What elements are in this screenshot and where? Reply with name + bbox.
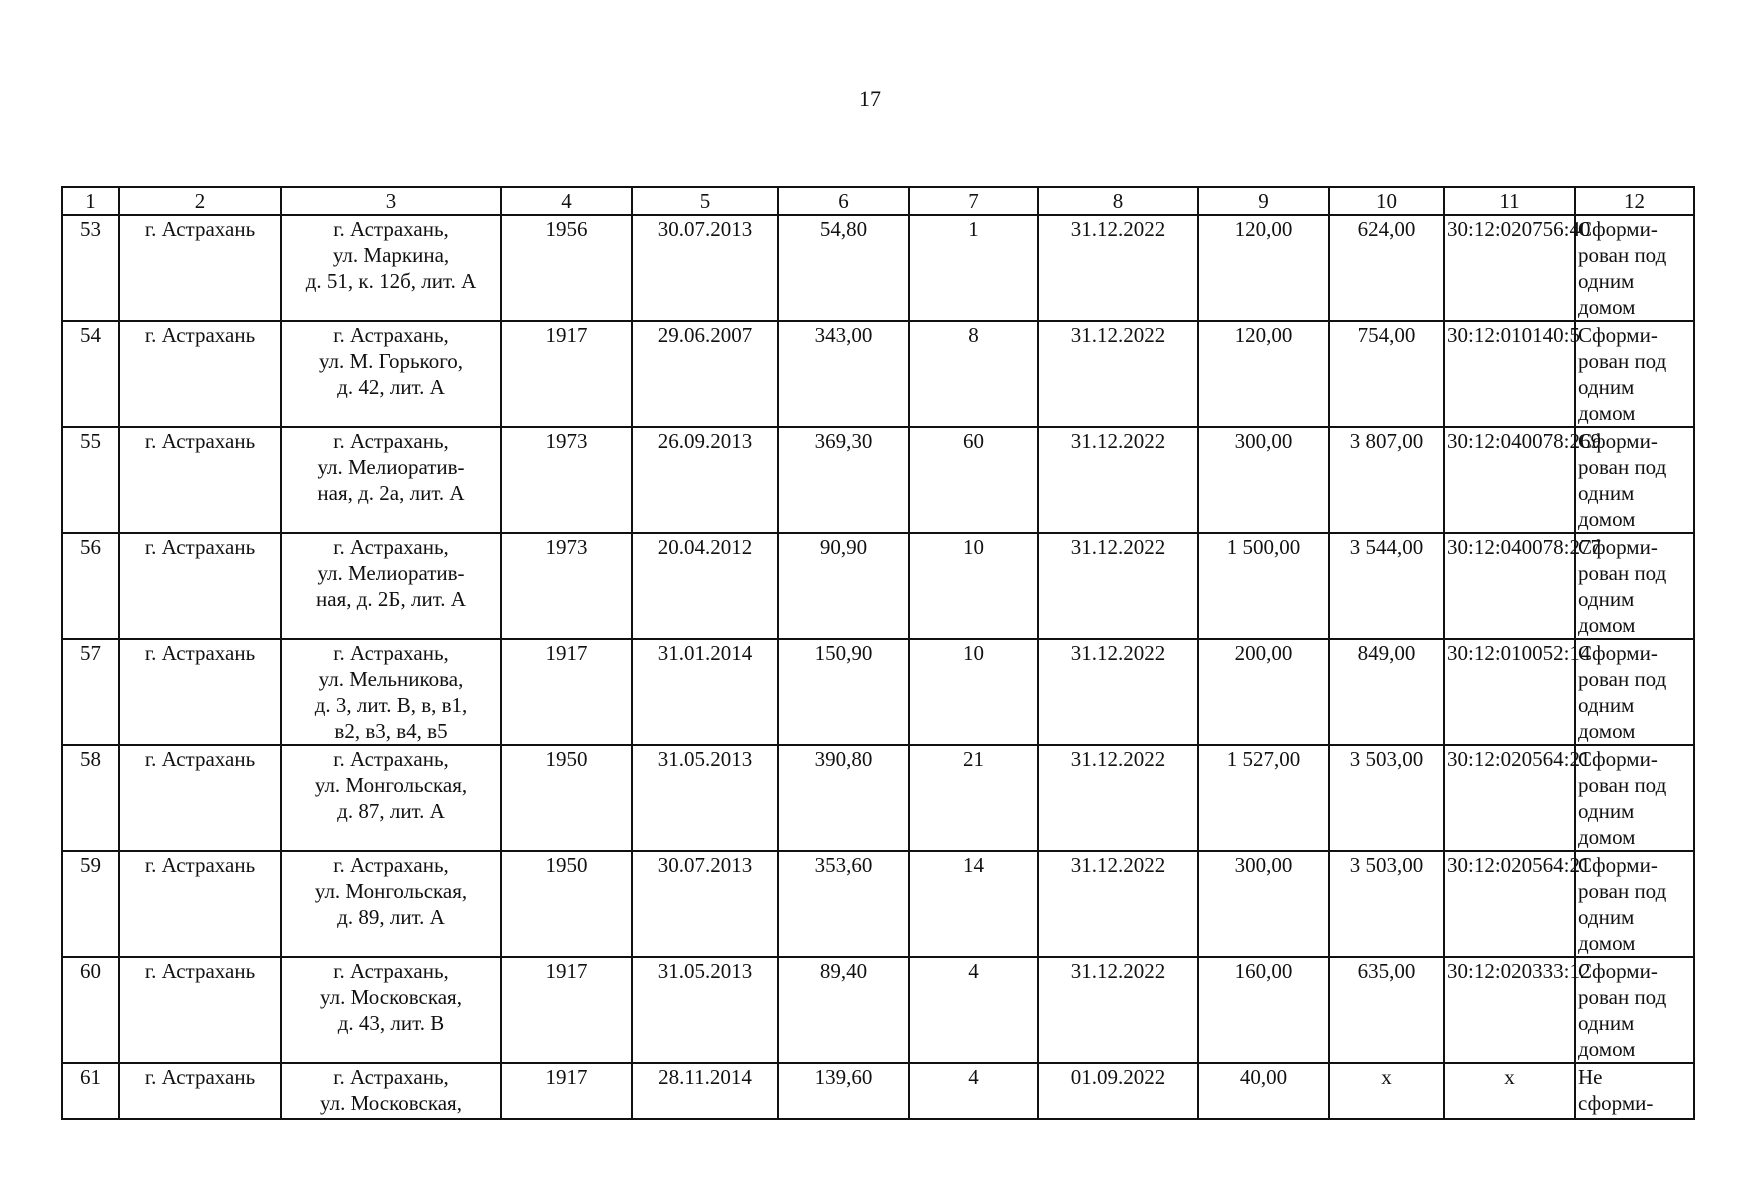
status-line: домом [1578,1037,1636,1061]
amount-cell: 849,00 [1329,639,1444,745]
area-cell: 369,30 [778,427,909,533]
amount-cell: 3 807,00 [1329,427,1444,533]
row-number-cell: 57 [62,639,119,745]
column-header: 4 [501,187,632,215]
status-cell [1575,851,1694,957]
address-cell [281,215,501,321]
date-cell: 30.07.2013 [632,851,778,957]
area-cell: 54,80 [778,215,909,321]
status-cell [1575,321,1694,427]
amount-cell: 300,00 [1198,427,1329,533]
status-line: одним [1578,481,1635,505]
year-cell: 1973 [501,427,632,533]
count-cell: 4 [909,957,1038,1063]
status-line: одним [1578,269,1635,293]
status-line: домом [1578,295,1636,319]
status-cell [1575,533,1694,639]
deadline-cell: 31.12.2022 [1038,745,1198,851]
address-line: г. Астрахань, [333,641,449,665]
address-line: г. Астрахань, [333,1065,449,1089]
amount-cell: х [1329,1063,1444,1119]
cadastral-number-cell: 30:12:020564:21 [1444,745,1575,851]
count-cell: 14 [909,851,1038,957]
cadastral-number-cell: 30:12:010140:5 [1444,321,1575,427]
row-number-cell: 61 [62,1063,119,1119]
address-line: ул. Московская, [320,1091,462,1115]
status-cell [1575,745,1694,851]
city-cell: г. Астрахань [119,639,281,745]
status-line: одним [1578,375,1635,399]
address-cell [281,1063,501,1119]
amount-cell: 120,00 [1198,215,1329,321]
date-cell: 31.01.2014 [632,639,778,745]
column-header: 9 [1198,187,1329,215]
column-header: 11 [1444,187,1575,215]
status-cell [1575,1063,1694,1119]
deadline-cell: 01.09.2022 [1038,1063,1198,1119]
status-line: Не [1578,1065,1603,1089]
column-header: 10 [1329,187,1444,215]
area-cell: 139,60 [778,1063,909,1119]
status-line: Сформи- [1578,535,1658,559]
address-line: г. Астрахань, [333,429,449,453]
column-header: 1 [62,187,119,215]
address-cell [281,533,501,639]
address-line: г. Астрахань, [333,535,449,559]
date-cell: 26.09.2013 [632,427,778,533]
table-row [62,427,1694,533]
table-row [62,321,1694,427]
address-line: д. 42, лит. А [337,375,445,399]
status-line: рован под [1578,561,1667,585]
column-header: 6 [778,187,909,215]
status-line: одним [1578,693,1635,717]
cadastral-number-cell: 30:12:040078:269 [1444,427,1575,533]
address-cell [281,957,501,1063]
deadline-cell: 31.12.2022 [1038,957,1198,1063]
amount-cell: 3 544,00 [1329,533,1444,639]
count-cell: 8 [909,321,1038,427]
city-cell: г. Астрахань [119,321,281,427]
table-row [62,533,1694,639]
amount-cell: 120,00 [1198,321,1329,427]
column-header: 12 [1575,187,1694,215]
column-header: 5 [632,187,778,215]
status-line: домом [1578,401,1636,425]
address-line: г. Астрахань, [333,959,449,983]
address-line: ул. Мелиоратив- [317,561,465,585]
table-row [62,957,1694,1063]
deadline-cell: 31.12.2022 [1038,215,1198,321]
city-cell: г. Астрахань [119,957,281,1063]
status-line: рован под [1578,349,1667,373]
count-cell: 21 [909,745,1038,851]
amount-cell: 300,00 [1198,851,1329,957]
amount-cell: 1 527,00 [1198,745,1329,851]
status-line: сформи- [1578,1091,1654,1115]
date-cell: 31.05.2013 [632,745,778,851]
cadastral-number-cell: 30:12:020756:40 [1444,215,1575,321]
status-line: рован под [1578,243,1667,267]
cadastral-number-cell: 30:12:020564:21 [1444,851,1575,957]
address-line: ул. Монгольская, [314,773,468,797]
column-header: 3 [281,187,501,215]
address-line: г. Астрахань, [333,853,449,877]
deadline-cell: 31.12.2022 [1038,321,1198,427]
address-line: ная, д. 2Б, лит. А [316,587,466,611]
year-cell: 1973 [501,533,632,639]
address-line: в2, в3, в4, в5 [334,719,448,743]
status-line: домом [1578,719,1636,743]
city-cell: г. Астрахань [119,215,281,321]
page-number: 17 [859,86,881,111]
amount-cell: 635,00 [1329,957,1444,1063]
year-cell: 1950 [501,851,632,957]
column-header: 7 [909,187,1038,215]
address-cell [281,639,501,745]
address-line: г. Астрахань, [333,747,449,771]
column-header: 8 [1038,187,1198,215]
year-cell: 1950 [501,745,632,851]
amount-cell: 160,00 [1198,957,1329,1063]
status-line: Сформи- [1578,641,1658,665]
table-row [62,851,1694,957]
year-cell: 1917 [501,957,632,1063]
deadline-cell: 31.12.2022 [1038,639,1198,745]
amount-cell: 1 500,00 [1198,533,1329,639]
table-body [62,215,1694,1119]
date-cell: 28.11.2014 [632,1063,778,1119]
year-cell: 1917 [501,1063,632,1119]
status-cell [1575,427,1694,533]
address-line: д. 87, лит. А [337,799,445,823]
amount-cell: 3 503,00 [1329,745,1444,851]
city-cell: г. Астрахань [119,533,281,639]
address-cell [281,321,501,427]
header-row [62,187,1694,215]
status-line: одним [1578,1011,1635,1035]
status-line: домом [1578,613,1636,637]
count-cell: 60 [909,427,1038,533]
address-line: д. 3, лит. В, в, в1, [314,693,468,717]
address-line: ул. Маркина, [332,243,450,267]
row-number-cell: 53 [62,215,119,321]
address-line: г. Астрахань, [333,323,449,347]
area-cell: 353,60 [778,851,909,957]
status-line: Сформи- [1578,429,1658,453]
deadline-cell: 31.12.2022 [1038,533,1198,639]
status-line: одним [1578,905,1635,929]
count-cell: 10 [909,533,1038,639]
area-cell: 90,90 [778,533,909,639]
status-cell [1575,639,1694,745]
cadastral-number-cell: 30:12:040078:277 [1444,533,1575,639]
year-cell: 1956 [501,215,632,321]
amount-cell: 40,00 [1198,1063,1329,1119]
status-cell [1575,957,1694,1063]
address-line: д. 89, лит. А [337,905,445,929]
column-header: 2 [119,187,281,215]
area-cell: 150,90 [778,639,909,745]
address-cell [281,745,501,851]
year-cell: 1917 [501,321,632,427]
address-line: ная, д. 2а, лит. А [317,481,465,505]
row-number-cell: 54 [62,321,119,427]
address-line: ул. М. Горького, [318,349,464,373]
area-cell: 343,00 [778,321,909,427]
count-cell: 4 [909,1063,1038,1119]
address-line: ул. Московская, [320,985,462,1009]
status-line: Сформи- [1578,853,1658,877]
address-cell [281,851,501,957]
row-number-cell: 60 [62,957,119,1063]
address-line: г. Астрахань, [333,217,449,241]
status-line: Сформи- [1578,747,1658,771]
amount-cell: 200,00 [1198,639,1329,745]
amount-cell: 3 503,00 [1329,851,1444,957]
status-line: Сформи- [1578,323,1658,347]
address-line: ул. Мельникова, [318,667,464,691]
status-line: рован под [1578,879,1667,903]
amount-cell: 624,00 [1329,215,1444,321]
table-row [62,639,1694,745]
year-cell: 1917 [501,639,632,745]
address-line: ул. Монгольская, [314,879,468,903]
cadastral-number-cell: 30:12:010052:14 [1444,639,1575,745]
status-line: Сформи- [1578,959,1658,983]
count-cell: 1 [909,215,1038,321]
cadastral-number-cell: х [1444,1063,1575,1119]
city-cell: г. Астрахань [119,1063,281,1119]
city-cell: г. Астрахань [119,745,281,851]
date-cell: 29.06.2007 [632,321,778,427]
row-number-cell: 56 [62,533,119,639]
status-line: рован под [1578,773,1667,797]
status-line: домом [1578,931,1636,955]
status-line: рован под [1578,667,1667,691]
area-cell: 390,80 [778,745,909,851]
row-number-cell: 58 [62,745,119,851]
status-line: домом [1578,825,1636,849]
date-cell: 20.04.2012 [632,533,778,639]
row-number-cell: 59 [62,851,119,957]
status-line: рован под [1578,985,1667,1009]
deadline-cell: 31.12.2022 [1038,851,1198,957]
deadline-cell: 31.12.2022 [1038,427,1198,533]
cadastral-number-cell: 30:12:020333:12 [1444,957,1575,1063]
date-cell: 31.05.2013 [632,957,778,1063]
address-line: д. 43, лит. В [337,1011,445,1035]
city-cell: г. Астрахань [119,851,281,957]
status-line: рован под [1578,455,1667,479]
status-cell [1575,215,1694,321]
table-row [62,745,1694,851]
amount-cell: 754,00 [1329,321,1444,427]
address-line: ул. Мелиоратив- [317,455,465,479]
status-line: Сформи- [1578,217,1658,241]
status-line: домом [1578,507,1636,531]
row-number-cell: 55 [62,427,119,533]
status-line: одним [1578,587,1635,611]
city-cell: г. Астрахань [119,427,281,533]
address-line: д. 51, к. 12б, лит. А [305,269,477,293]
area-cell: 89,40 [778,957,909,1063]
status-line: одним [1578,799,1635,823]
date-cell: 30.07.2013 [632,215,778,321]
registry-table [61,186,1695,1120]
address-cell [281,427,501,533]
count-cell: 10 [909,639,1038,745]
table-row [62,1063,1694,1119]
table-row [62,215,1694,321]
